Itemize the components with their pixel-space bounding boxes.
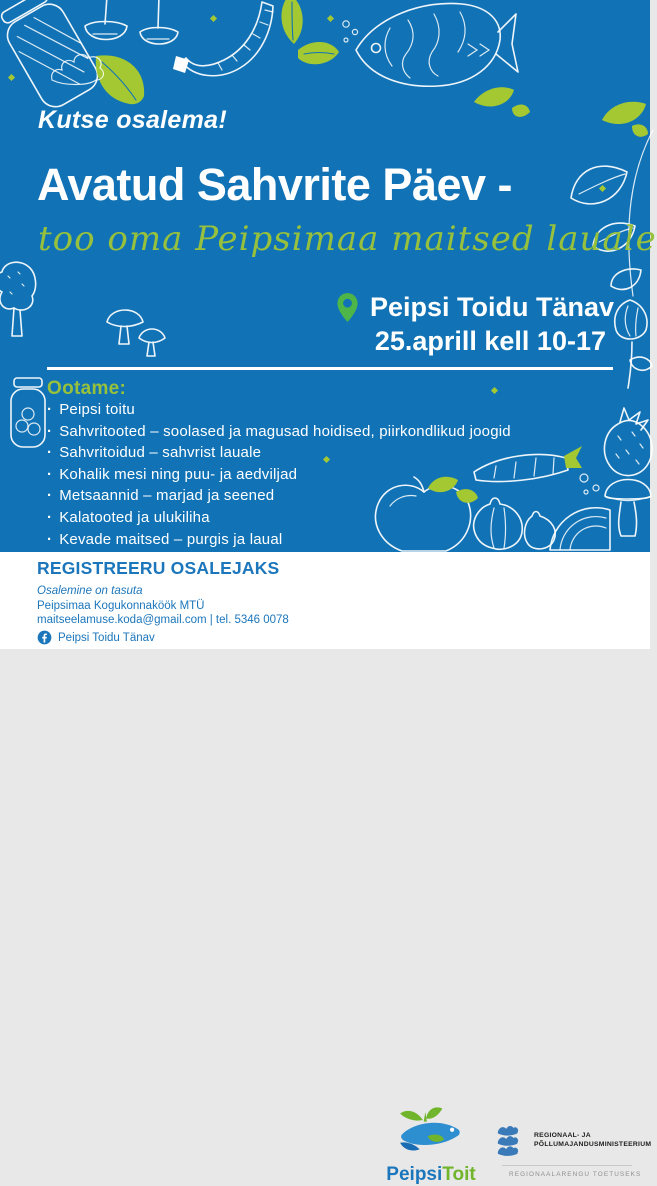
peipsitoit-wordmark [372, 1164, 490, 1186]
list-item: · Metsaannid – marjad ja seened [47, 485, 511, 507]
ladle-spoons-doodle [80, 0, 180, 56]
location-pin-icon [336, 292, 359, 323]
broccoli-doodle [0, 258, 38, 340]
flower-doodle [608, 298, 654, 390]
location-line [336, 292, 614, 323]
estonian-lions-icon [496, 1124, 520, 1156]
footer [0, 552, 652, 1185]
kicker-text: Kutse osalema! [38, 106, 227, 134]
list-item: · Kalatooted ja ulukiliha [47, 507, 511, 529]
list-item: · Peipsi toitu [47, 399, 511, 421]
organizer-name: Peipsimaa Kogukonnaköök MTÜ [37, 599, 205, 612]
location-datetime: 25.aprill kell 10-17 [374, 326, 606, 356]
location-name: Peipsi Toidu Tänav [369, 292, 614, 322]
bubbles-doodle [576, 470, 604, 498]
facebook-icon [37, 630, 52, 645]
registration-block [37, 558, 289, 645]
subtitle-script: too oma Peipsimaa maitsed lauale [38, 219, 657, 259]
facebook-row [37, 630, 289, 645]
green-leaves-doodle [472, 82, 530, 124]
basil-leaves-doodle [262, 0, 340, 76]
offer-list [47, 399, 511, 550]
leaf-branch-doodle [565, 128, 657, 300]
register-heading: REGISTREERU OSALEJAKS [37, 558, 280, 578]
page-title: Avatud Sahvrite Päev - [37, 159, 513, 210]
ministry-name-line1: REGIONAAL- JA [534, 1132, 591, 1139]
list-heading: Ootame: [47, 378, 127, 399]
ministry-logo [496, 1124, 652, 1178]
ministry-rule [502, 1165, 632, 1166]
peipsitoit-logo [372, 1107, 490, 1186]
list-item: · Kohalik mesi ning puu- ja aedviljad [47, 464, 511, 486]
list-item: · Kevade maitsed – purgis ja laual [47, 529, 511, 551]
ministry-name [534, 1131, 651, 1149]
logo-text-toit: Toit [442, 1164, 476, 1185]
divider-line [47, 367, 613, 370]
ministry-tagline: REGIONAALARENGU TOETUSEKS [509, 1171, 642, 1178]
berry-jar-doodle [6, 374, 50, 452]
list-item: · Sahvritoidud – sahvrist lauale [47, 442, 511, 464]
logo-text-peipsi: Peipsi [386, 1164, 443, 1185]
peipsitoit-fish-icon [387, 1107, 475, 1159]
contact-info: maitseelamuse.koda@gmail.com | tel. 5346 0078 [37, 614, 289, 626]
register-note: Osalemine on tasuta [37, 585, 143, 597]
ministry-name-line2: PÕLLUMAJANDUSMINISTEERIUM [534, 1141, 652, 1148]
facebook-page-name: Peipsi Toidu Tänav [58, 631, 155, 644]
mushrooms-doodle [104, 300, 166, 358]
location-block [336, 292, 614, 357]
list-item: · Sahvritooted – soolased ja magusad hoidised, piirkondlikud joogid [47, 421, 511, 443]
green-dot [491, 387, 498, 394]
